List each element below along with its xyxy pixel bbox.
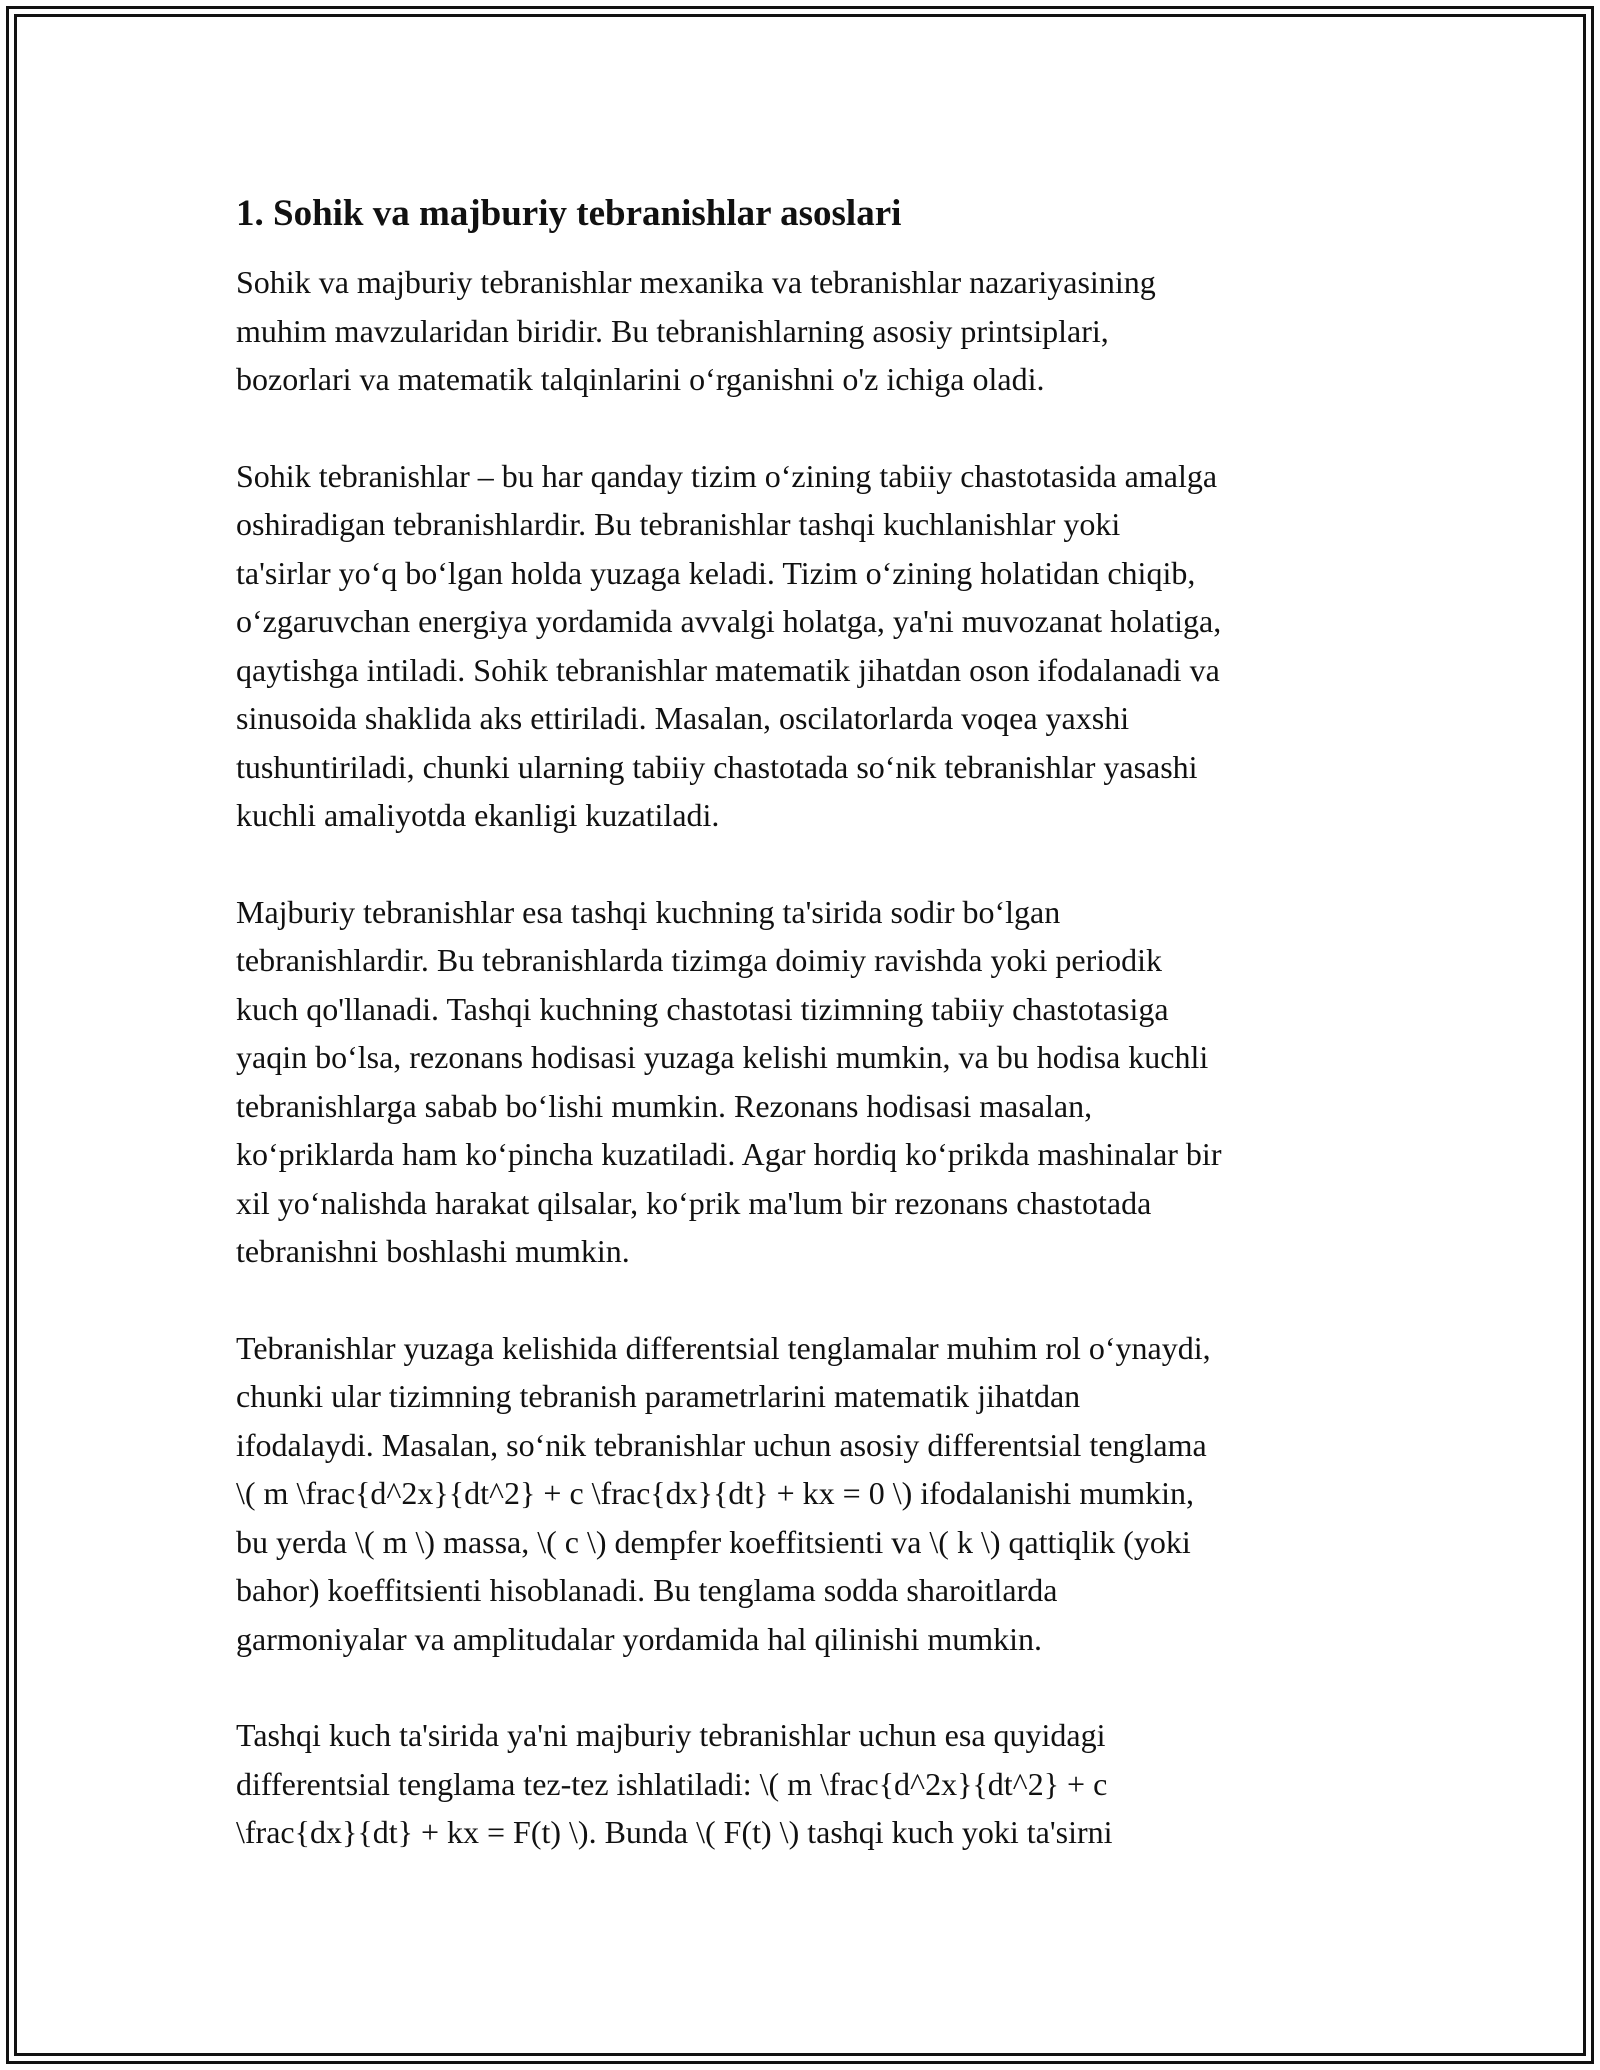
text-line: bu yerda \( m \) massa, \( c \) dempfer koeffitsienti va \( k \) qattiqlik (yoki <box>236 1523 1191 1560</box>
text-line: tushuntiriladi, chunki ularning tabiiy chastotada so‘nik tebranishlar yasashi <box>236 748 1198 785</box>
text-line: sinusoida shaklida aks ettiriladi. Masalan, oscilatorlarda voqea yaxshi <box>236 700 1130 736</box>
section-heading: 1. Sohik va majburiy tebranishlar asoslari <box>236 193 902 234</box>
text-line: \frac{dx}{dt} + kx = F(t) \). Bunda \( F(t) \) tashqi kuch yoki ta'sirni <box>236 1814 1113 1850</box>
text-line: garmoniyalar va amplitudalar yordamida hal qilinishi mumkin. <box>236 1620 1043 1657</box>
paragraph-5 <box>236 1711 1396 1857</box>
document-body <box>236 188 1396 1905</box>
text-line: qaytishga intiladi. Sohik tebranishlar matematik jihatdan oson ifodalanadi va <box>236 651 1220 688</box>
text-line: bahor) koeffitsienti hisoblanadi. Bu tenglama sodda sharoitlarda <box>236 1572 1058 1608</box>
paragraph-1 <box>236 258 1396 404</box>
text-line: kuchli amaliyotda ekanligi kuzatiladi. <box>236 797 720 833</box>
text-line: tebranishlardir. Bu tebranishlarda tizimga doimiy ravishda yoki periodik <box>236 942 1162 978</box>
text-line: \( m \frac{d^2x}{dt^2} + c \frac{dx}{dt} + kx = 0 \) ifodalanishi mumkin, <box>236 1475 1194 1511</box>
text-line: ko‘priklarda ham ko‘pincha kuzatiladi. Agar hordiq ko‘prikda mashinalar bir <box>236 1136 1222 1172</box>
text-line: xil yo‘nalishda harakat qilsalar, ko‘prik ma'lum bir rezonans chastotada <box>236 1184 1152 1221</box>
text-line: oshiradigan tebranishlardir. Bu tebranishlar tashqi kuchlanishlar yoki <box>236 506 1121 542</box>
paragraph-2 <box>236 452 1396 840</box>
text-line: Sohik va majburiy tebranishlar mexanika va tebranishlar nazariyasining <box>236 264 1156 300</box>
text-line: Tebranishlar yuzaga kelishida differentsial tenglamalar muhim rol o‘ynaydi, <box>236 1329 1211 1366</box>
text-line: Tashqi kuch ta'sirida ya'ni majburiy tebranishlar uchun esa quyidagi <box>236 1717 1106 1753</box>
text-line: tebranishlarga sabab bo‘lishi mumkin. Rezonans hodisasi masalan, <box>236 1087 1093 1124</box>
text-line: tebranishni boshlashi mumkin. <box>236 1233 630 1269</box>
text-line: Sohik tebranishlar – bu har qanday tizim o‘zining tabiiy chastotasida amalga <box>236 457 1218 494</box>
text-line: yaqin bo‘lsa, rezonans hodisasi yuzaga kelishi mumkin, va bu hodisa kuchli <box>236 1039 1209 1075</box>
text-line: ifodalaydi. Masalan, so‘nik tebranishlar uchun asosiy differentsial tenglama <box>236 1426 1207 1463</box>
text-line: kuch qo'llanadi. Tashqi kuchning chastotasi tizimning tabiiy chastotasiga <box>236 990 1169 1027</box>
text-line: o‘zgaruvchan energiya yordamida avvalgi holatga, ya'ni muvozanat holatiga, <box>236 603 1222 639</box>
text-line: muhim mavzularidan biridir. Bu tebranishlarning asosiy printsiplari, <box>236 312 1109 349</box>
text-line: chunki ular tizimning tebranish parametrlarini matematik jihatdan <box>236 1378 1081 1414</box>
text-line: bozorlari va matematik talqinlarini o‘rganishni o'z ichiga oladi. <box>236 361 1045 397</box>
paragraph-4 <box>236 1324 1396 1664</box>
text-line: differentsial tenglama tez-tez ishlatiladi: \( m \frac{d^2x}{dt^2} + c <box>236 1765 1108 1802</box>
text-line: ta'sirlar yo‘q bo‘lgan holda yuzaga keladi. Tizim o‘zining holatidan chiqib, <box>236 554 1196 591</box>
paragraph-3 <box>236 888 1396 1276</box>
text-line: Majburiy tebranishlar esa tashqi kuchning ta'sirida sodir bo‘lgan <box>236 893 1061 930</box>
